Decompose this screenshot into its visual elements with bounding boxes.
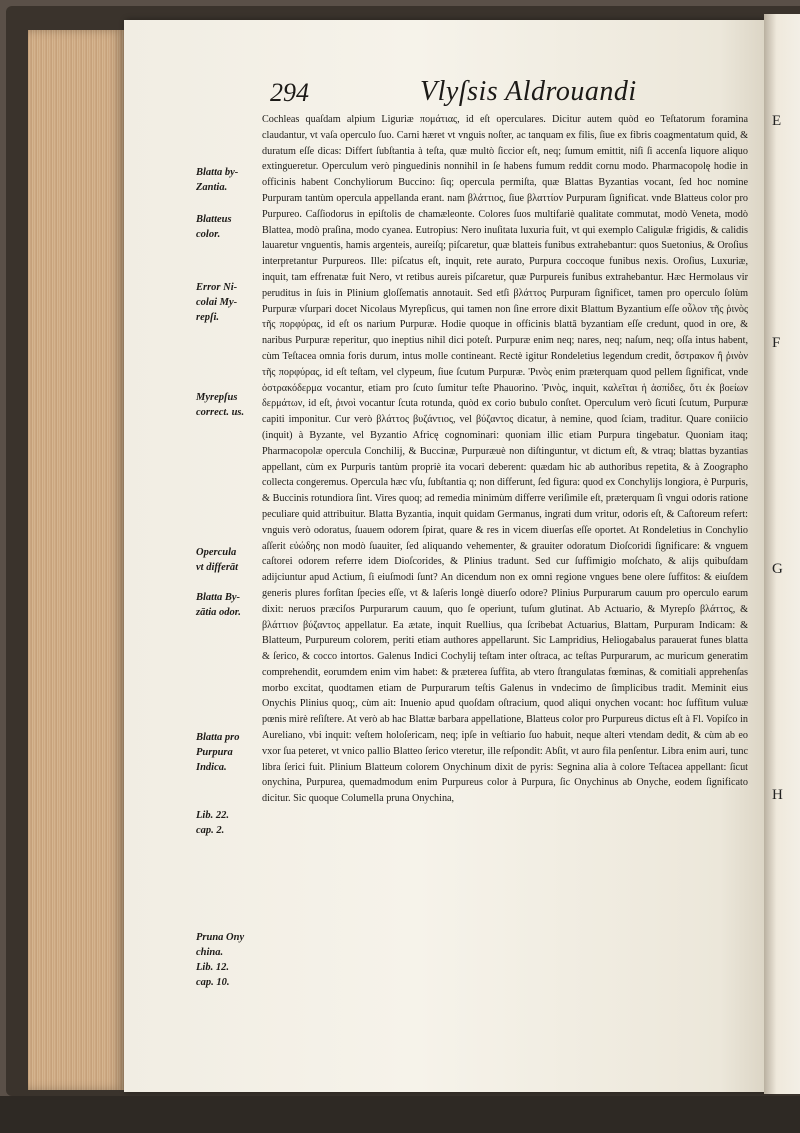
margin-note: Blatteus color. — [196, 214, 232, 240]
marginal-letter: E — [772, 113, 782, 129]
margin-note: Opercula vt differāt — [196, 547, 239, 573]
book-bottom-shadow — [0, 1096, 800, 1133]
running-head — [270, 76, 690, 110]
running-title: Vlyſsis Aldrouandi — [420, 76, 637, 107]
body-text — [262, 112, 748, 807]
margin-note: Blatta by- Zantia. — [196, 167, 239, 193]
margin-note: Myrepſus correct. us. — [196, 392, 245, 418]
page-fore-edge — [28, 30, 124, 1090]
margin-note: Lib. 22. cap. 2. — [196, 810, 229, 836]
facing-page-marginal-letters — [772, 100, 798, 803]
marginal-letter: H — [772, 787, 783, 803]
margin-note: Blatta By- zātia odor. — [196, 592, 241, 618]
margin-note: Pruna Ony china. Lib. 12. cap. 10. — [196, 932, 245, 988]
margin-note: Error Ni- colai My- repſi. — [196, 282, 238, 323]
margin-note: Blatta pro Purpura Indica. — [196, 732, 240, 773]
page-number: 294 — [270, 78, 309, 107]
marginal-letter: F — [772, 335, 781, 351]
body-paragraph: Cochleas quaſdam alpium Liguriæ πομάτιας, id eſt operculares. Dicitur autem quòd eo Teſtatorum foramina claudantur, vt vaſa operculo ſuo. Carni hæret vt vnguis noſter, ac tanquam ex filis, ſiue ex fibris coagmentatum quid, & duratum eſſe dicas: Differt ſubſtantia à teſta, quæ multò ſiccior eſt, neq; ſumum emittit, niſi ſi accenſa liquore aliquo extingueretur. Operculum verò pinguedinis nonnihil in ſe habens fumum reddit cornu modo. Pharmacopolę hodie in officinis habent Conchyliorum Buccino: ſiq; opercula permiſta, quæ Blattas Byzantias vocant, ſed hoc nomine Purpuram tantùm opercula appellanda erant. nam βλάττιος, ſiue βλαττίον Purpuram ſignificat. vnde Blatteus color pro Purpureo. Caſſiodorus in epiſtolis de chamæleonte. Colores ſuos multifariè qualitate commutat, modò Veneta, modò Blattea, modò praſina, modo cyanea. Eutropius: Nero inuſitata luxuria fuit, vt qui exemplo Caligulæ frigidis, & calidis lauaretur vnguentis, hamis argenteis, aureiſq; piſcaretur, quæ blatteis funibus extrahebantur: quos Suetonius, & Oroſius interpretantur Purpureos. Ille: piſcatus eſt, inquit, rete aurato, Purpura coccoque funibus nexis. Oroſius, Luxuriæ, inquit, tam effrenatæ fuit Nero, vt retibus aureis piſcaretur, quæ Purpureis funibus extrahebantur. Hæc Hermolaus vir peruditus in ſuis in Plinium gloſſematis annotauit. Sed etſi βλάττος Purpuram ſignificet, tamen pro operculo ſolùm Purpuræ vſurpari docet Nicolaus Myrepſicus, qui tamen non ſine errore dixit Blattum Byzantium eſſe οὖλον τῆς ῥινὸς τῆς πορφύρας, id eſt os narium Purpuræ. Hodie quoque in officinis blattā byzantiam eſſe credunt, quod in ore, & naribus Purpuræ reperitur, quo ineptius nihil dici poteſt. Purpuræ enim neq; nares, neq; naſum, neq; oſſa intus habent, cùm Teſtacea omnia foris durum, intus molle contineant. Rectè igitur Rondeletius legendum credit, ὄστρακον ἢ ῥινὸν τῆς πορφύρας, id eſt teſtam, vel clypeum, ſiue ſcutum Purpuræ. Ῥινὸς enim præterquam quod pellem ſignificat, vnde ὀστρακόδερμα vocantur, etiam pro ſcuto ſumitur teſte Phauorino. Ῥινὸς, inquit, καλεῖται ἡ ἀσπίδες, ὅτι ἐκ βοείων δερμάτων, id eſt, ῥινοὶ vocantur ſcuta rotunda, quòd ex corio bubulo conſtet. Operculum verò ſicuti ſcutum, Purpuræ capiti imponitur. Cur verò βλάττος βυζάντιος, vel βύζαντος dicatur, à nemine, quod ſciam, traditur. Quare coniicio (inquit) à Byzante, vel Byzantio Africę cognominari: quoniam illic etiam Purpura tingebatur. Quoniam itaq; Pharmacopolæ opercula Conchilij, & Buccinæ, Purpuræuè non diſtinguntur, vt dictum eſt, & vtraq; blattas byzantias appellant, cùm ex Purpuris tantùm propriè ita vocari deberent: quædam hic ab authoribus repetita, & à Zoographo collecta congeremus. Opercula hæc vſu, ſubſtantia q; non differunt, ſed figura: quod ex Conchylijs longiora, è Purpuris, & Buccinis rotundiora ſint. Vires quoq; ad remedia minimùm differre veriſimile eſt, præterquam ſi vngui odoris ratione peculiare quid attribuitur. Blatta Byzantia, inquit quidam Germanus, ingrati dum vritur, odoris eſt, & Caſtoreum refert: vnguis verò odoratus, ſuauem odorem ſpirat, quare & res in vicem diuerſas eſſe oportet. At Rondeletius in Conchylio aſſerit εὐώδης non modò ſuauiter, ſed aliquando vehementer, & grauiter odoratum Dioſcoridi ſignificare: & vnguem caſtorei odorem referre idem Dioſcorides, & Plinius tradunt. Sed cur ſuffimigio moſchato, & alijs quibuſdam adijciuntur apud Actium, ſi eiuſmodi ſunt? An dicendum non ex omni regione vngues bene olere ſuffitos: & eiuſdem generis plures forſitan ſpecies eſſe, vt & laſeris longè diuerſo odore? Plinius Purpurarum cauum pro operculo earum dixit: neruos præciſos Purpurarum cauum, quo ſe operiunt, tuſum glutinat. Ab Actuario, & Myrepſo βλάττος, & βλάττιον βύζαντος appellatur. Ea ætate, inquit Ruellius, qua ſcribebat Actuarius, Blattam, Purpuram Indicam: & Blatteum, Purpureum colorem, periti etiam authores appellarunt. Sic Lampridius, Heliogabalus parauerat funes blatta & ſerico, & cocco intortos. Galenus Indici Cochylij teſtam inter oſtraca, ac teſtas Purpurarum, ac muricum generatim comprehendit, eorumdem enim vim habet: & præterea ſuffita, ab vtero ſtrangulatas fœminas, & comitiali apprehenſas morbo excitat, quodtamen etiam de Purpurarum teſtis Galenus in vndecimo de ſimplicibus tradit. Meminit eius Onychis Plinius quoq;, cùm ait: Inuenio apud quoſdam oſtracium, quod aliqui onychen vocant: hoc ſuffitum vuluæ pœnis mirè reſiſtere. At verò ab hac Blattæ barbara appellatione, Blatteus color pro Purpureus dictus eſt à Fl. Vopiſco in Aureliano, vbi inquit: veſtem holoſericam, neq; ipſe in veſtiario ſuo habuit, neque alteri vtendam dedit, & cùm ab eo vxor ſua peteret, vt vnico pallio Blatteo ſerico vteretur, ille reſpondit: Abſit, vt auro fila penſentur. Libra enim auri, tunc libra ſerici fuit. Plinium Blatteum colorem Onychinum dixit de pyris: Segnina alia à colore Teſtacea appellant: ſicut onychina, Purpurea, quemadmodum enim Purpureus color à Purpura, ſic Onychinus ab Onyche, eodem ſignificato dicitur. Sic quoque Columella pruna Onychina, — [262, 114, 748, 805]
marginal-letter: G — [772, 561, 783, 577]
